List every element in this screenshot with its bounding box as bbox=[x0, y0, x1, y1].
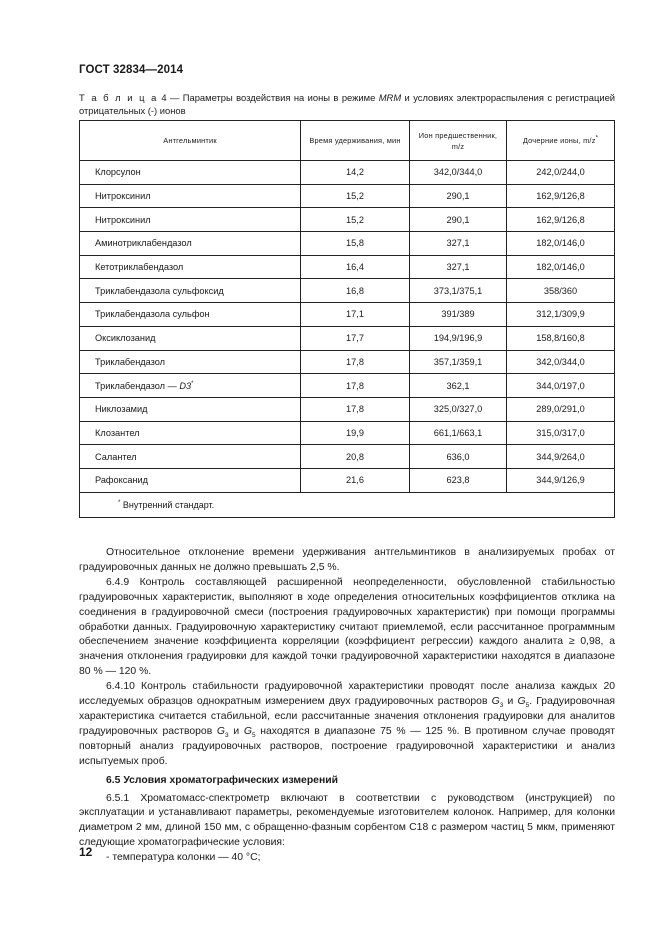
cell-anthelmintic-name bbox=[80, 184, 301, 208]
table-row bbox=[80, 350, 615, 374]
table-caption-mode: MRM bbox=[378, 92, 402, 103]
cell-precursor-ion: 290,1 bbox=[410, 208, 507, 232]
paragraph-6-4-10 bbox=[79, 680, 615, 769]
cell-retention-time: 15,8 bbox=[301, 232, 410, 256]
list-item-column-temperature: - температура колонки — 40 °С; bbox=[106, 852, 261, 864]
p3-part-d: и bbox=[228, 725, 244, 737]
solution-g3: G bbox=[491, 696, 500, 708]
cell-daughter-ions: 162,9/126,8 bbox=[507, 208, 615, 232]
column-header-precursor-ion: Ион предшественник, m/z bbox=[410, 121, 507, 161]
anthelmintic-name-text: Нитроксинил bbox=[95, 191, 151, 202]
table-row bbox=[80, 232, 615, 256]
cell-anthelmintic-name bbox=[80, 208, 301, 232]
cell-precursor-ion: 327,1 bbox=[410, 255, 507, 279]
cell-retention-time: 14,2 bbox=[301, 161, 410, 185]
anthelmintic-name-text: Нитроксинил bbox=[95, 214, 151, 225]
cell-anthelmintic-name bbox=[80, 232, 301, 256]
cell-retention-time: 16,4 bbox=[301, 255, 410, 279]
cell-anthelmintic-name bbox=[80, 326, 301, 350]
footnote-text: Внутренний стандарт. bbox=[120, 499, 215, 510]
table-row bbox=[80, 303, 615, 327]
anthelmintic-name-text: Триклабендазола сульфон bbox=[95, 309, 210, 320]
table-row bbox=[80, 279, 615, 303]
cell-daughter-ions: 158,8/160,8 bbox=[507, 326, 615, 350]
cell-retention-time: 17,8 bbox=[301, 350, 410, 374]
paragraph-retention-deviation: Относительное отклонение времени удерживания антгельминтиков в анализируемых пробах от градуировочных данных не должно превышать 2,5 %. bbox=[79, 547, 615, 573]
cell-daughter-ions: 344,9/264,0 bbox=[507, 445, 615, 469]
table-row bbox=[80, 468, 615, 492]
cell-precursor-ion: 391/389 bbox=[410, 303, 507, 327]
cell-precursor-ion: 373,1/375,1 bbox=[410, 279, 507, 303]
cell-anthelmintic-name bbox=[80, 303, 301, 327]
document-header-title: ГОСТ 32834—2014 bbox=[79, 64, 184, 76]
cell-retention-time: 15,2 bbox=[301, 208, 410, 232]
cell-daughter-ions: 182,0/146,0 bbox=[507, 255, 615, 279]
column-header-retention-time: Время удерживания, мин bbox=[301, 121, 410, 161]
anthelmintic-name-text: Клорсулон bbox=[95, 167, 141, 178]
cell-retention-time: 16,8 bbox=[301, 279, 410, 303]
column-header-superscript: * bbox=[595, 135, 599, 142]
cell-daughter-ions: 344,9/126,9 bbox=[507, 468, 615, 492]
cell-anthelmintic-name bbox=[80, 445, 301, 469]
cell-retention-time: 19,9 bbox=[301, 421, 410, 445]
cell-precursor-ion: 290,1 bbox=[410, 184, 507, 208]
table-header-row bbox=[80, 121, 615, 161]
solution-g5-second: G bbox=[243, 725, 252, 737]
cell-anthelmintic-name bbox=[80, 421, 301, 445]
cell-retention-time: 17,8 bbox=[301, 397, 410, 421]
table-footnote-row bbox=[80, 492, 615, 517]
cell-retention-time: 20,8 bbox=[301, 445, 410, 469]
cell-precursor-ion: 661,1/663,1 bbox=[410, 421, 507, 445]
anthelmintic-name-superscript: * bbox=[191, 380, 194, 387]
cell-retention-time: 17,8 bbox=[301, 374, 410, 398]
table-row bbox=[80, 161, 615, 185]
p3-part-e: находятся в диапазоне 75 % — 125 %. В противном случае проводят повторный анализ градуировочных растворов, построение градуировочной характеристики и анализ испытуемых проб. bbox=[79, 725, 615, 767]
cell-daughter-ions: 358/360 bbox=[507, 279, 615, 303]
table-caption-number: 4 bbox=[161, 92, 167, 103]
cell-precursor-ion: 362,1 bbox=[410, 374, 507, 398]
table-row bbox=[80, 421, 615, 445]
solution-g5-second-sub: 5 bbox=[251, 731, 256, 739]
cell-daughter-ions: 315,0/317,0 bbox=[507, 421, 615, 445]
p3-part-a: 6.4.10 Контроль стабильности градуировочной характеристики проводят после анализа каждых 20 исследуемых образцов однократным измерением двух градуировочных растворов bbox=[79, 681, 615, 708]
cell-precursor-ion: 357,1/359,1 bbox=[410, 350, 507, 374]
cell-precursor-ion: 636,0 bbox=[410, 445, 507, 469]
cell-daughter-ions: 162,9/126,8 bbox=[507, 184, 615, 208]
anthelmintic-name-text: Оксиклозанид bbox=[95, 333, 156, 344]
table-row bbox=[80, 445, 615, 469]
anthelmintic-name-text: Кетотриклабендазол bbox=[95, 262, 184, 273]
column-header-daughter-ions-label: Дочерние ионы, m/z bbox=[522, 136, 596, 145]
section-title-6-5: 6.5 Условия хроматографических измерений bbox=[106, 774, 338, 786]
table-row bbox=[80, 255, 615, 279]
table-row bbox=[80, 397, 615, 421]
table-body bbox=[80, 161, 615, 493]
solution-g3-second-sub: 3 bbox=[225, 731, 229, 739]
cell-precursor-ion: 194,9/196,9 bbox=[410, 326, 507, 350]
anthelmintic-name-text: Рафоксанид bbox=[95, 475, 148, 486]
cell-daughter-ions: 344,0/197,0 bbox=[507, 374, 615, 398]
anthelmintic-name-text: Триклабендазол bbox=[95, 356, 166, 367]
cell-retention-time: 21,6 bbox=[301, 468, 410, 492]
solution-g3-second: G bbox=[216, 725, 226, 737]
cell-anthelmintic-name bbox=[80, 161, 301, 185]
cell-precursor-ion: 325,0/327,0 bbox=[410, 397, 507, 421]
table-row bbox=[80, 326, 615, 350]
column-header-daughter-ions bbox=[507, 121, 615, 161]
page-number: 12 bbox=[79, 845, 93, 859]
cell-daughter-ions: 342,0/344,0 bbox=[507, 350, 615, 374]
paragraph-6-4-9: 6.4.9 Контроль составляющей расширенной неопределенности, обусловленной стабильностью градуировочных характеристик, выполняют в ходе определения относительных коэффициентов отклика на соединения в градуировочной смеси (построения градуировочных характеристик) при помощи программы обработки данных. Градуировочную характеристику считают приемлемой, если рассчитанное программным обеспечением значение коэффициента корреляции (коэффициент регрессии) каждого аналита ≥ 0,98, а значения отклонения градуировки для каждой точки градуировочной характеристики находятся в диапазоне 80 % — 120 %. bbox=[79, 576, 615, 678]
anthelmintic-name-text: Аминотриклабендазол bbox=[95, 238, 192, 249]
anthelmintic-name-text: Никлозамид bbox=[95, 404, 148, 415]
anthelmintic-name-text: Триклабендазола сульфоксид bbox=[95, 285, 224, 296]
table-caption-text-2: и условиях электрораспыления с регистрацией отрицательных (-) ионов bbox=[79, 92, 616, 116]
table-row bbox=[80, 184, 615, 208]
cell-retention-time: 17,1 bbox=[301, 303, 410, 327]
cell-precursor-ion: 327,1 bbox=[410, 232, 507, 256]
anthelmintic-name-text: Салантел bbox=[95, 451, 137, 462]
cell-anthelmintic-name bbox=[80, 468, 301, 492]
body-text bbox=[79, 546, 615, 866]
anthelmintic-name-text: Клозантел bbox=[95, 427, 140, 438]
table-footnote bbox=[80, 492, 615, 517]
table-caption-text-1: — Параметры воздействия на ионы в режиме bbox=[166, 92, 379, 103]
cell-precursor-ion: 342,0/344,0 bbox=[410, 161, 507, 185]
cell-daughter-ions: 289,0/291,0 bbox=[507, 397, 615, 421]
table-caption bbox=[79, 92, 615, 117]
p3-part-c: . Градуировочная характеристика считается стабильной, если рассчитанные значения отклонения градуировки для аналитов градуировочных растворов bbox=[79, 696, 615, 737]
cell-anthelmintic-name bbox=[80, 255, 301, 279]
cell-daughter-ions: 242,0/244,0 bbox=[507, 161, 615, 185]
cell-anthelmintic-name bbox=[80, 374, 301, 398]
anthelmintic-name-italic: D3 bbox=[179, 380, 192, 391]
cell-retention-time: 17,7 bbox=[301, 326, 410, 350]
cell-daughter-ions: 182,0/146,0 bbox=[507, 232, 615, 256]
cell-retention-time: 15,2 bbox=[301, 184, 410, 208]
column-header-anthelmintic: Антгельминтик bbox=[80, 121, 301, 161]
cell-anthelmintic-name bbox=[80, 397, 301, 421]
anthelmintic-name-text: Триклабендазол — bbox=[95, 380, 180, 391]
solution-g5-sub: 5 bbox=[525, 702, 530, 710]
solution-g5: G bbox=[517, 696, 526, 708]
table-row bbox=[80, 208, 615, 232]
solution-g3-sub: 3 bbox=[499, 702, 504, 710]
cell-precursor-ion: 623,8 bbox=[410, 468, 507, 492]
table-row bbox=[80, 374, 615, 398]
table-caption-label: Т а б л и ц а bbox=[79, 92, 158, 103]
cell-daughter-ions: 312,1/309,9 bbox=[507, 303, 615, 327]
paragraph-6-5-1: 6.5.1 Хроматомасс-спектрометр включают в соответствии с руководством (инструкцией) по эксплуатации и устанавливают параметры, рекомендуемые изготовителем колонок. Например, для колонки диаметром 2 мм, длиной 150 мм, с обращенно-фазным сорбентом С18 с размером частиц 5 мкм, применяют следующие хроматографические условия: bbox=[79, 792, 615, 849]
footnote-mark: * bbox=[118, 499, 121, 506]
cell-anthelmintic-name bbox=[80, 279, 301, 303]
p3-part-b: и bbox=[503, 696, 518, 708]
ion-parameters-table bbox=[79, 120, 615, 518]
cell-anthelmintic-name bbox=[80, 350, 301, 374]
